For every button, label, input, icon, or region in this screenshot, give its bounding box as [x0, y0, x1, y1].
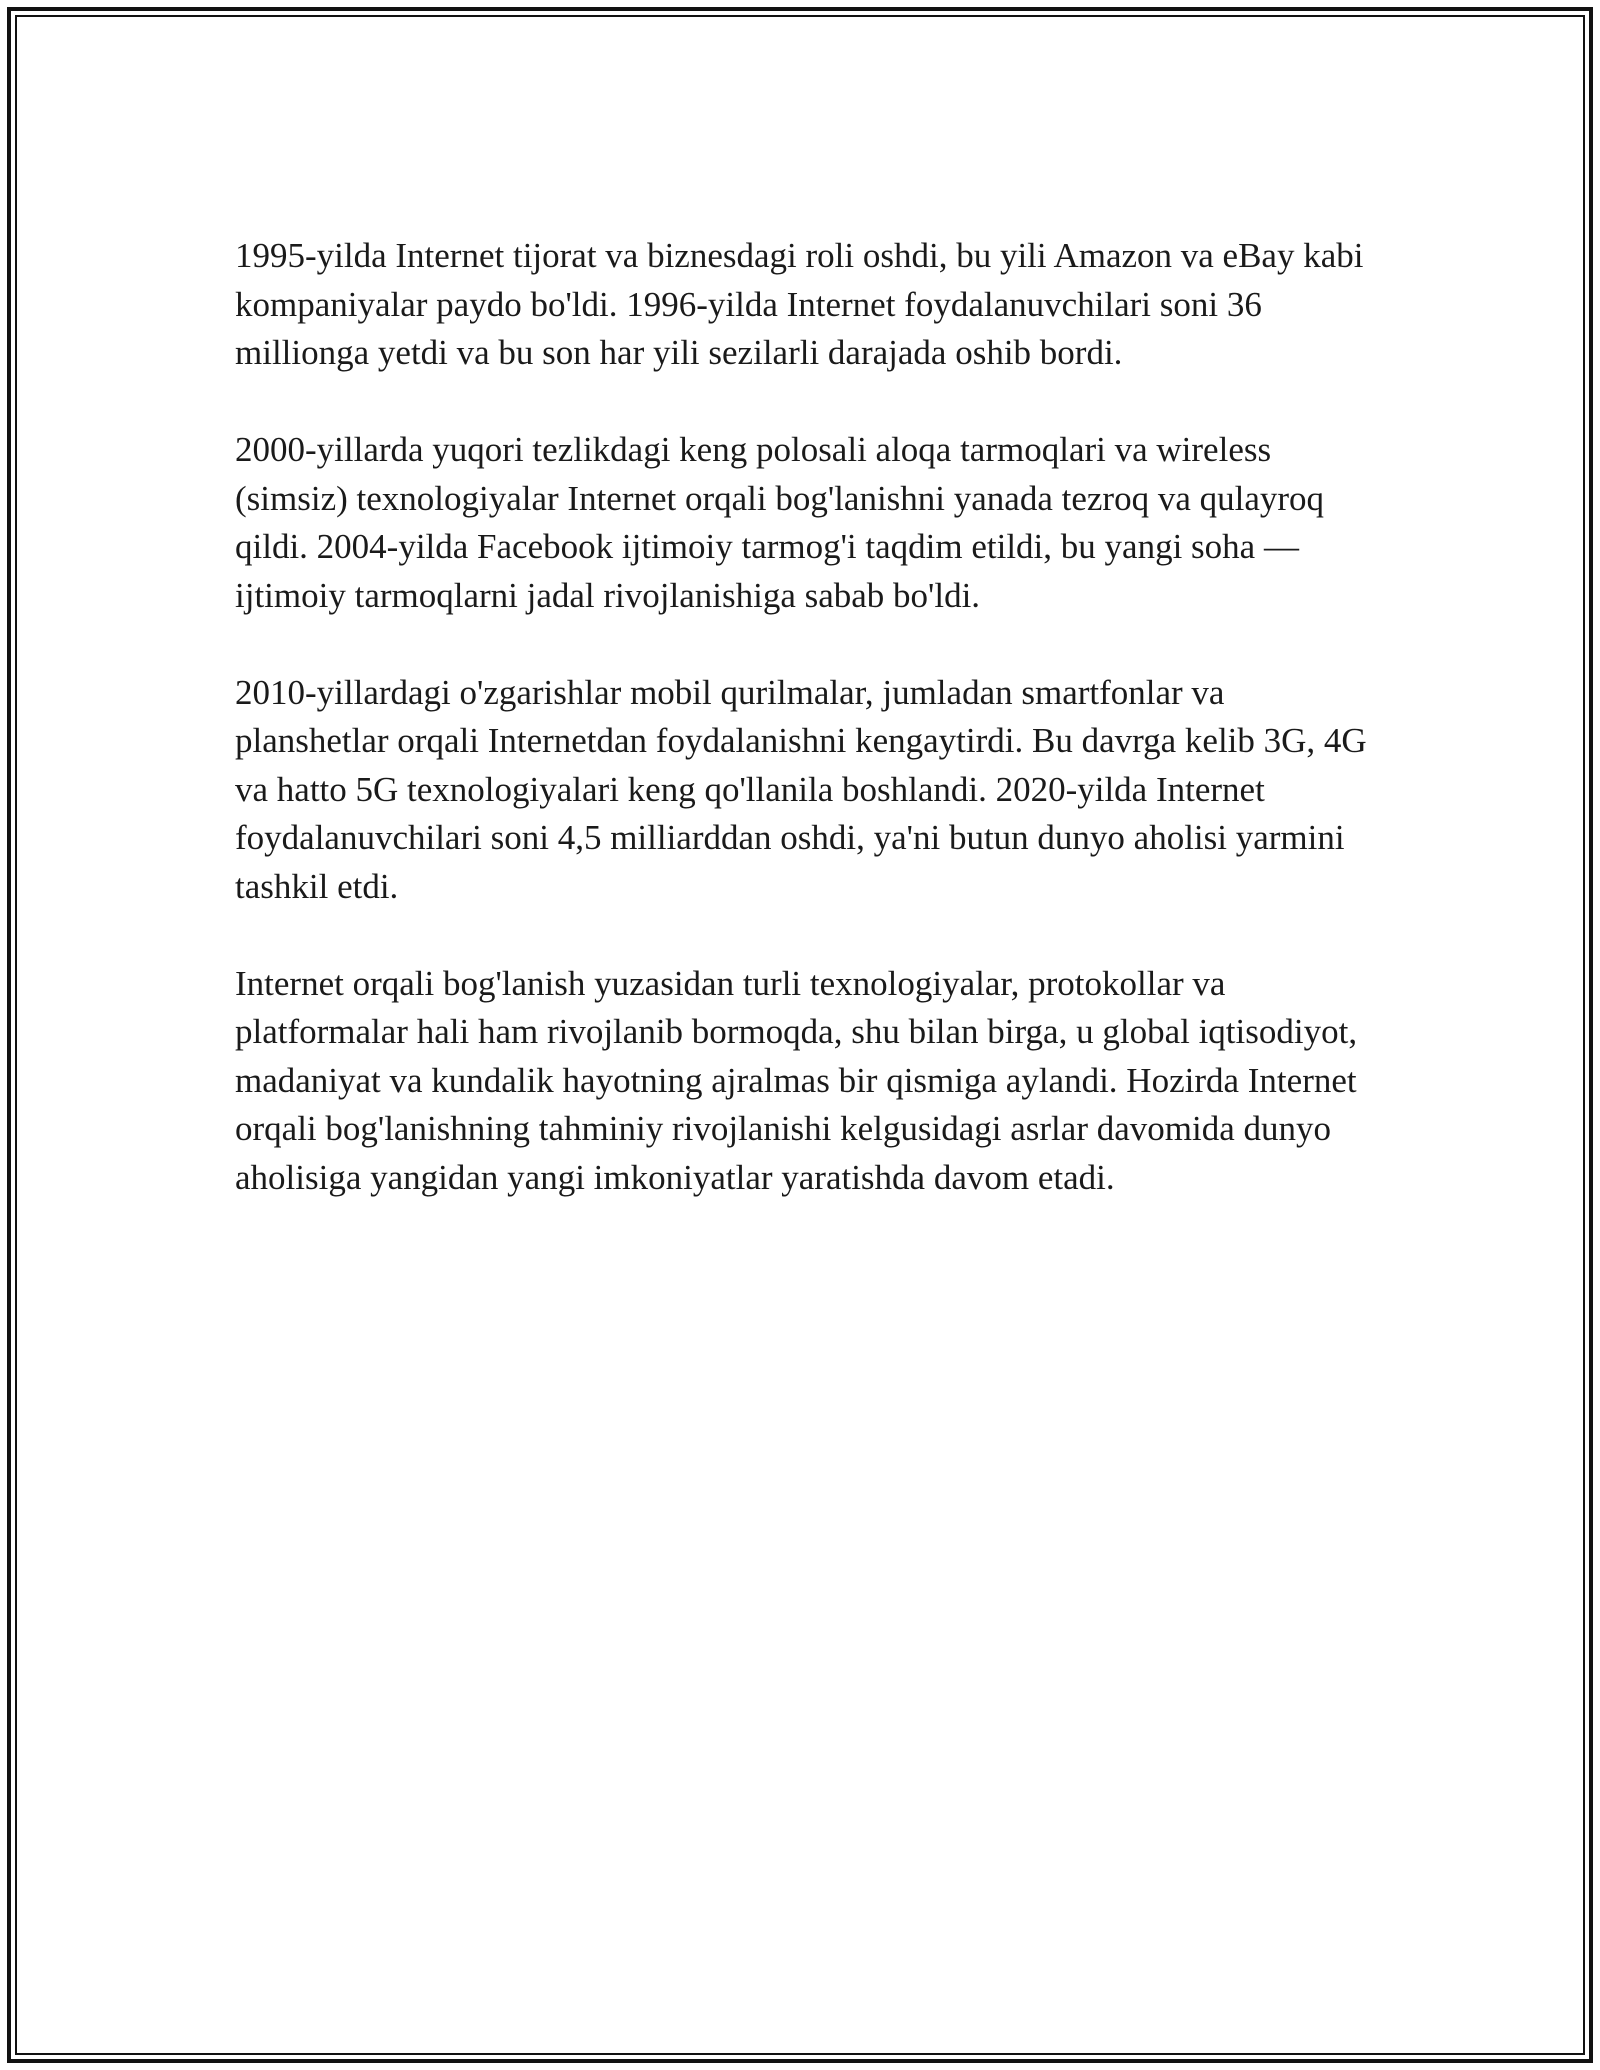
paragraph-present: Internet orqali bog'lanish yuzasidan turli texnologiyalar, protokollar va platformalar hali ham rivojlanib bormoqda, shu bilan birga, u global iqtisodiyot, madaniyat va kundalik hayotning ajralmas bir qismiga aylandi. Hozirda Internet orqali bog'lanishning tahminiy rivojlanishi kelgusidagi asrlar davomida dunyo aholisiga yangidan yangi imkoniyatlar yaratishda davom etadi. [235, 963, 1358, 1197]
paragraph-2010s: 2010-yillardagi o'zgarishlar mobil qurilmalar, jumladan smartfonlar va planshetlar orqali Internetdan foydalanishni kengaytirdi. Bu davrga kelib 3G, 4G va hatto 5G texnologiyalari keng qo'llanila boshlandi. 2020-yilda Internet foydalanuvchilari soni 4,5 milliarddan oshdi, ya'ni butun dunyo aholisi yarmini tashkil etdi. [235, 672, 1367, 906]
paragraph-1995: 1995-yilda Internet tijorat va biznesdagi roli oshdi, bu yili Amazon va eBay kabi kompaniyalar paydo bo'ldi. 1996-yilda Internet foydalanuvchilari soni 36 millionga yetdi va bu son har yili sezilarli darajada oshib bordi. [235, 236, 1364, 372]
paragraph-2000s: 2000-yillarda yuqori tezlikdagi keng polosali aloqa tarmoqlari va wireless (simsiz) texnologiyalar Internet orqali bog'lanishni yanada tezroq va qulayroq qildi. 2004-yilda Facebook ijtimoiy tarmog'i taqdim etildi, bu yangi soha — ijtimoiy tarmoqlarni jadal rivojlanishiga sabab bo'ldi. [235, 430, 1325, 615]
document-body [235, 232, 1385, 1251]
